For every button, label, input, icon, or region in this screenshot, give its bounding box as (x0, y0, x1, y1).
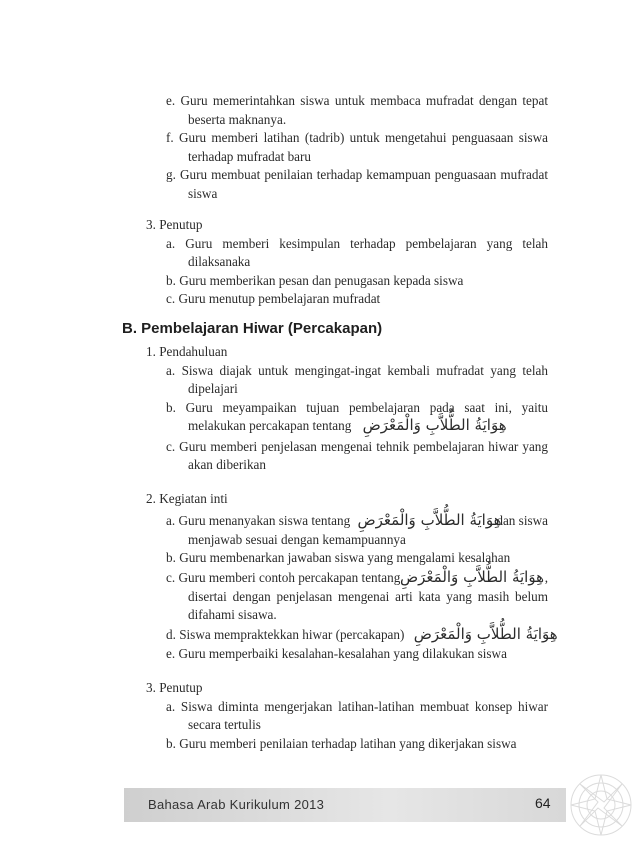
kegiatan-item-c-text: c. Guru memberi contoh percakapan tentang (166, 570, 401, 585)
penutup-item-c: c. Guru menutup pembelajaran mufradat (166, 291, 381, 306)
section-b-heading: B. Pembelajaran Hiwar (Percakapan) (122, 320, 383, 337)
item-e-text: e. Guru memerintahkan siswa untuk membaca mufradat dengan tepat (166, 93, 548, 108)
penutup-heading-2: 3. Penutup (146, 680, 203, 695)
penutup-item-b: b. Guru memberikan pesan dan penugasan kepada siswa (166, 273, 464, 288)
penutup2-item-a-cont: secara tertulis (188, 717, 261, 732)
item-g: g. Guru membuat penilaian terhadap kemampuan penguasaan mufradat (166, 167, 548, 182)
pendahuluan-item-c-cont: akan diberikan (188, 457, 266, 472)
pendahuluan-item-b: b. Guru meyampaikan tujuan pembelajaran pada saat ini, yaitu (166, 400, 548, 415)
arabic-topic-4: هِوَايَةُ الطُّلاَّبِ وَالْمَعْرَضِ (413, 625, 558, 643)
arabic-topic-3: هِوَايَةُ الطُّلاَّبِ وَالْمَعْرَضِ (400, 568, 544, 586)
kegiatan-item-c-cont2: difahami sisawa. (188, 607, 277, 622)
kegiatan-item-a (166, 512, 548, 529)
pendahuluan-item-c: c. Guru memberi penjelasan mengenai tehnik pembelajaran hiwar yang (166, 439, 548, 454)
arabic-topic-1: هِوَايَةُ الطُّلاَّبِ وَالْمَعْرَضِ (362, 416, 507, 434)
kegiatan-item-c-comma: , (544, 570, 548, 585)
kegiatan-item-a-cont: menjawab sesuai dengan kemampuannya (188, 532, 406, 547)
kegiatan-item-c-arabic-wrap (400, 569, 544, 586)
kegiatan-item-a-text: a. Guru menanyakan siswa tentang (166, 513, 351, 528)
arabic-topic-2: هِوَايَةُ الطُّلاَّبِ وَالْمَعْرَضِ (357, 511, 502, 529)
kegiatan-inti-heading: 2. Kegiatan inti (146, 491, 228, 506)
penutup-item-a: a. Guru memberi kesimpulan terhadap pembelajaran yang telah (166, 236, 548, 251)
penutup2-item-a: a. Siswa diminta mengerjakan latihan-latihan membuat konsep hiwar (166, 699, 548, 714)
kegiatan-item-a-tail: , dan siswa (489, 513, 548, 528)
kegiatan-item-d-text: d. Siswa mempraktekkan hiwar (percakapan) (166, 627, 405, 642)
pendahuluan-item-b-cont (188, 417, 507, 434)
pendahuluan-heading: 1. Pendahuluan (146, 344, 228, 359)
footer-book-title: Bahasa Arab Kurikulum 2013 (148, 797, 325, 812)
pendahuluan-item-b-text: melakukan percakapan tentang (188, 418, 352, 433)
penutup-heading-1: 3. Penutup (146, 217, 203, 232)
item-g-cont: siswa (188, 186, 218, 201)
kegiatan-item-e: e. Guru memperbaiki kesalahan-kesalahan yang dilakukan siswa (166, 646, 507, 661)
kegiatan-item-c (166, 569, 548, 586)
footer-page-number: 64 (535, 795, 551, 811)
item-f-cont: terhadap mufradat baru (188, 149, 312, 164)
item-e (166, 92, 548, 109)
penutup-item-a-cont: dilaksanaka (188, 254, 251, 269)
pendahuluan-item-a-cont: dipelajari (188, 381, 238, 396)
item-f: f. Guru memberi latihan (tadrib) untuk mengetahui penguasaan siswa (166, 130, 548, 145)
ornament-icon (566, 770, 636, 840)
pendahuluan-item-a: a. Siswa diajak untuk mengingat-ingat kembali mufradat yang telah (166, 363, 548, 378)
kegiatan-item-d (166, 626, 558, 643)
item-e-cont: beserta maknanya. (188, 112, 287, 127)
kegiatan-item-c-cont: disertai dengan penjelasan mengenai arti kata yang masih belum (188, 589, 548, 604)
kegiatan-item-b: b. Guru membenarkan jawaban siswa yang mengalami kesalahan (166, 550, 511, 565)
penutup2-item-b: b. Guru memberi penilaian terhadap latihan yang dikerjakan siswa (166, 736, 517, 751)
